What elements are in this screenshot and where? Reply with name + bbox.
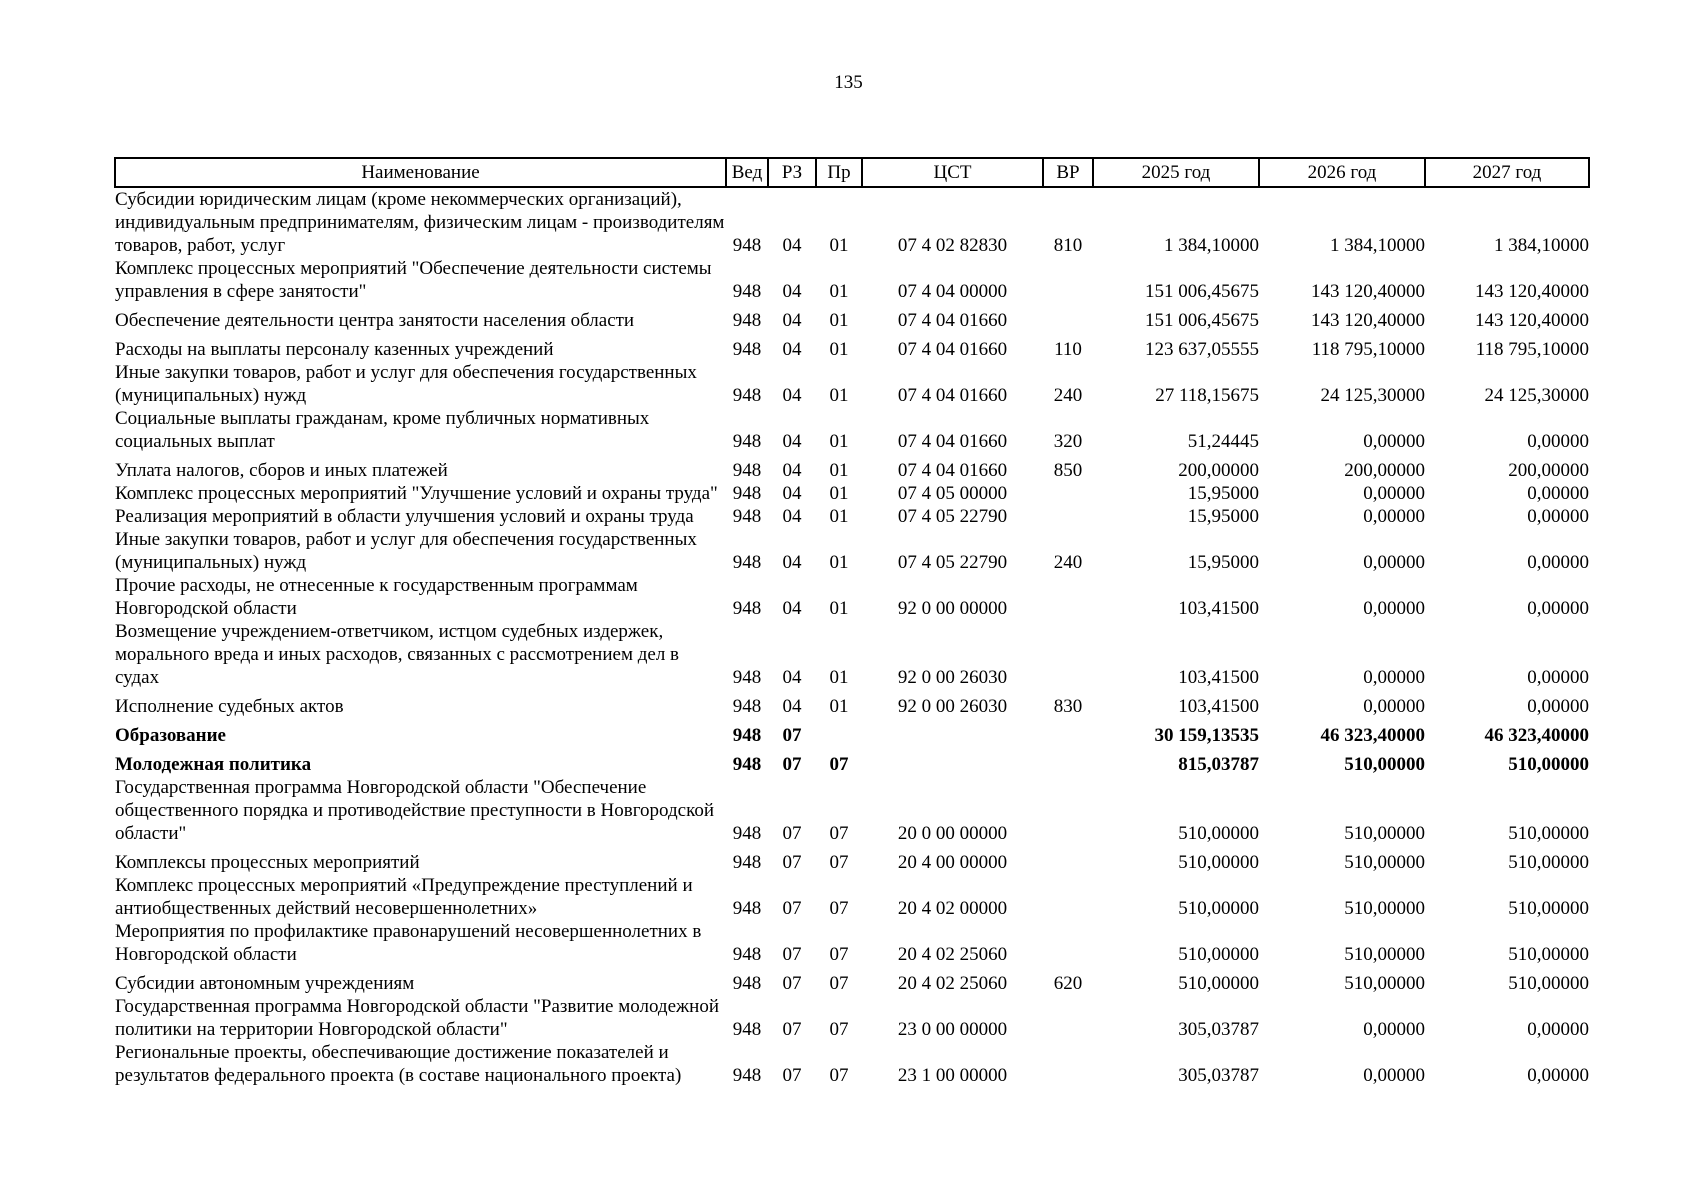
row-vr (1043, 620, 1093, 689)
row-cst: 07 4 02 82830 (897, 235, 1008, 256)
table-row (115, 257, 1589, 303)
row-cst: 07 4 04 01660 (897, 431, 1008, 452)
row-2026: 0,00000 (1363, 483, 1425, 504)
row-name: Обеспечение деятельности центра занятости населения области (115, 310, 635, 331)
row-vr (1043, 874, 1093, 920)
row-2027: 510,00000 (1508, 852, 1589, 873)
row-name: Государственная программа Новгородской области "Обеспечение общественного порядка и противодействие преступности в Новгородской области" (115, 777, 715, 844)
row-2025: 27 118,15675 (1155, 385, 1259, 406)
row-name: Комплекс процессных мероприятий «Предупреждение преступлений и антиобщественных действий несовершеннолетних» (115, 875, 693, 919)
row-ved: 948 (732, 1019, 762, 1040)
row-ved: 948 (732, 1065, 762, 1086)
row-pr: 01 (829, 552, 849, 573)
header-rz: РЗ (768, 158, 816, 187)
row-pr: 01 (829, 460, 849, 481)
row-ved: 948 (732, 823, 762, 844)
row-vr (1043, 505, 1093, 528)
table-row (115, 718, 1589, 747)
row-pr (816, 718, 862, 747)
row-name: Государственная программа Новгородской области "Развитие молодежной политики на территории Новгородской области" (115, 996, 719, 1040)
table-row (115, 874, 1589, 920)
row-2027: 0,00000 (1527, 552, 1589, 573)
row-ved: 948 (732, 598, 762, 619)
row-ved: 948 (732, 552, 762, 573)
row-2027: 0,00000 (1527, 667, 1589, 688)
row-cst: 20 4 02 25060 (897, 944, 1008, 965)
table-body (115, 187, 1589, 1087)
row-2027: 0,00000 (1527, 1019, 1589, 1040)
row-2027: 510,00000 (1508, 898, 1589, 919)
row-2025: 30 159,13535 (1154, 725, 1259, 746)
row-vr (1043, 776, 1093, 845)
header-name: Наименование (115, 158, 726, 187)
row-2025: 15,95000 (1187, 483, 1259, 504)
row-vr (1043, 718, 1093, 747)
row-cst: 92 0 00 00000 (897, 598, 1008, 619)
row-vr (1043, 920, 1093, 966)
row-2027: 0,00000 (1527, 506, 1589, 527)
row-name: Комплекс процессных мероприятий "Улучшение условий и охраны труда" (115, 483, 718, 504)
row-2025: 51,24445 (1187, 431, 1259, 452)
row-ved: 948 (732, 281, 762, 302)
row-2027: 510,00000 (1508, 944, 1589, 965)
table-row (115, 845, 1589, 874)
row-2025: 305,03787 (1178, 1019, 1259, 1040)
row-2027: 46 323,40000 (1484, 725, 1589, 746)
row-2025: 510,00000 (1178, 823, 1259, 844)
row-2026: 510,00000 (1344, 944, 1425, 965)
row-rz: 04 (782, 281, 802, 302)
row-ved: 948 (732, 339, 762, 360)
row-2026: 0,00000 (1363, 696, 1425, 717)
row-2027: 0,00000 (1527, 598, 1589, 619)
row-ved: 948 (732, 431, 762, 452)
row-pr: 07 (829, 852, 849, 873)
row-2026: 143 120,40000 (1311, 310, 1425, 331)
row-2026: 0,00000 (1363, 1065, 1425, 1086)
row-name: Возмещение учреждением-ответчиком, истцом судебных издержек, морального вреда и иных расходов, связанных с рассмотрением дел в судах (115, 621, 680, 688)
row-vr: 110 (1054, 339, 1082, 360)
row-name: Региональные проекты, обеспечивающие достижение показателей и результатов федерального проекта (в составе национального проекта) (115, 1042, 682, 1086)
row-name: Уплата налогов, сборов и иных платежей (115, 460, 448, 481)
row-2025: 15,95000 (1187, 552, 1259, 573)
table-row (115, 453, 1589, 482)
row-cst (862, 747, 1043, 776)
row-vr (1043, 845, 1093, 874)
row-2026: 510,00000 (1344, 973, 1425, 994)
row-name: Мероприятия по профилактике правонарушений несовершеннолетних в Новгородской области (115, 921, 702, 965)
row-2025: 815,03787 (1178, 754, 1259, 775)
row-2025: 510,00000 (1178, 944, 1259, 965)
row-rz: 04 (782, 385, 802, 406)
row-cst (862, 718, 1043, 747)
row-ved: 948 (732, 898, 762, 919)
row-pr: 01 (829, 385, 849, 406)
row-2027: 510,00000 (1508, 823, 1589, 844)
row-cst: 07 4 04 01660 (897, 339, 1008, 360)
row-name: Комплекс процессных мероприятий "Обеспечение деятельности системы управления в сфере занятости" (115, 258, 712, 302)
row-rz: 04 (782, 339, 802, 360)
row-2026: 0,00000 (1363, 598, 1425, 619)
page-number: 135 (834, 72, 863, 93)
row-name: Социальные выплаты гражданам, кроме публичных нормативных социальных выплат (115, 408, 650, 452)
row-2026: 200,00000 (1344, 460, 1425, 481)
table-row (115, 920, 1589, 966)
row-2025: 103,41500 (1178, 667, 1259, 688)
header-pr: Пр (816, 158, 862, 187)
table-row (115, 303, 1589, 332)
row-cst: 07 4 05 22790 (897, 552, 1008, 573)
row-2025: 15,95000 (1187, 506, 1259, 527)
row-name: Иные закупки товаров, работ и услуг для обеспечения государственных (муниципальных) нужд (115, 529, 697, 573)
row-cst: 07 4 05 00000 (897, 483, 1008, 504)
row-cst: 20 4 02 25060 (897, 973, 1008, 994)
row-2026: 0,00000 (1363, 667, 1425, 688)
row-2026: 143 120,40000 (1311, 281, 1425, 302)
row-pr: 01 (829, 696, 849, 717)
row-cst: 20 0 00 00000 (897, 823, 1008, 844)
row-2025: 151 006,45675 (1145, 281, 1259, 302)
row-ved: 948 (732, 944, 762, 965)
row-cst: 92 0 00 26030 (897, 696, 1008, 717)
row-ved: 948 (732, 483, 762, 504)
row-vr (1043, 303, 1093, 332)
row-cst: 20 4 02 00000 (897, 898, 1008, 919)
row-2027: 24 125,30000 (1484, 385, 1589, 406)
row-rz: 07 (782, 852, 802, 873)
row-2025: 510,00000 (1178, 852, 1259, 873)
row-rz: 04 (782, 310, 802, 331)
row-2025: 510,00000 (1178, 898, 1259, 919)
row-pr: 01 (829, 506, 849, 527)
row-vr: 810 (1053, 235, 1083, 256)
header-vr: ВР (1043, 158, 1093, 187)
row-ved: 948 (732, 667, 762, 688)
table-row (115, 407, 1589, 453)
row-2026: 46 323,40000 (1320, 725, 1425, 746)
row-ved: 948 (732, 310, 762, 331)
row-ved: 948 (732, 696, 762, 717)
row-rz: 04 (782, 235, 802, 256)
row-rz: 07 (782, 898, 802, 919)
row-cst: 20 4 00 00000 (897, 852, 1008, 873)
row-pr: 01 (829, 310, 849, 331)
row-rz: 07 (782, 1065, 802, 1086)
row-pr: 01 (829, 598, 849, 619)
header-cst: ЦСТ (862, 158, 1043, 187)
row-pr: 01 (829, 235, 849, 256)
row-ved: 948 (732, 235, 762, 256)
row-ved: 948 (732, 460, 762, 481)
row-pr: 01 (829, 431, 849, 452)
row-2026: 24 125,30000 (1320, 385, 1425, 406)
row-2026: 0,00000 (1363, 431, 1425, 452)
row-cst: 07 4 04 01660 (897, 385, 1008, 406)
table-row (115, 505, 1589, 528)
row-pr: 01 (829, 667, 849, 688)
row-pr: 07 (829, 1019, 849, 1040)
row-2027: 0,00000 (1527, 1065, 1589, 1086)
row-rz: 04 (782, 431, 802, 452)
row-2027: 510,00000 (1508, 754, 1589, 775)
row-vr: 830 (1053, 696, 1083, 717)
row-2025: 151 006,45675 (1145, 310, 1259, 331)
table-row (115, 1041, 1589, 1087)
row-pr: 07 (829, 898, 849, 919)
row-name: Комплексы процессных мероприятий (115, 852, 420, 873)
row-rz: 04 (782, 667, 802, 688)
table-row (115, 332, 1589, 361)
row-2025: 510,00000 (1178, 973, 1259, 994)
table-row (115, 995, 1589, 1041)
row-2025: 200,00000 (1178, 460, 1259, 481)
row-2026: 510,00000 (1344, 754, 1425, 775)
row-pr: 01 (829, 281, 849, 302)
row-pr: 07 (829, 944, 849, 965)
row-rz: 07 (782, 823, 802, 844)
row-rz: 07 (782, 1019, 802, 1040)
row-pr: 07 (829, 754, 849, 775)
row-cst: 07 4 04 01660 (897, 310, 1008, 331)
row-2027: 1 384,10000 (1494, 235, 1589, 256)
row-name: Прочие расходы, не отнесенные к государственным программам Новгородской области (115, 575, 638, 619)
row-cst: 92 0 00 26030 (897, 667, 1008, 688)
table-row (115, 187, 1589, 257)
row-rz: 04 (782, 598, 802, 619)
row-ved: 948 (732, 754, 762, 775)
row-cst: 07 4 04 00000 (897, 281, 1008, 302)
row-rz: 04 (782, 696, 802, 717)
table-row (115, 482, 1589, 505)
row-2027: 510,00000 (1508, 973, 1589, 994)
row-vr: 850 (1053, 460, 1083, 481)
table-row (115, 574, 1589, 620)
row-cst: 07 4 04 01660 (897, 460, 1008, 481)
row-vr: 240 (1053, 385, 1083, 406)
row-vr (1043, 1041, 1093, 1087)
row-2025: 123 637,05555 (1145, 339, 1259, 360)
row-name: Реализация мероприятий в области улучшения условий и охраны труда (115, 506, 694, 527)
table-row (115, 689, 1589, 718)
row-2027: 0,00000 (1527, 431, 1589, 452)
row-2027: 143 120,40000 (1475, 310, 1589, 331)
row-rz: 07 (782, 754, 802, 775)
table-row (115, 528, 1589, 574)
row-pr: 01 (829, 339, 849, 360)
row-ved: 948 (732, 385, 762, 406)
row-2025: 103,41500 (1178, 696, 1259, 717)
row-pr: 07 (829, 1065, 849, 1086)
table-row (115, 361, 1589, 407)
row-pr: 07 (829, 823, 849, 844)
table-row (115, 776, 1589, 845)
row-name: Образование (115, 725, 226, 746)
row-name: Исполнение судебных актов (115, 696, 344, 717)
row-pr: 07 (829, 973, 849, 994)
row-vr (1043, 995, 1093, 1041)
row-rz: 04 (782, 552, 802, 573)
row-cst: 23 0 00 00000 (897, 1019, 1008, 1040)
row-name: Расходы на выплаты персоналу казенных учреждений (115, 339, 554, 360)
row-vr (1043, 747, 1093, 776)
row-cst: 23 1 00 00000 (897, 1065, 1008, 1086)
row-ved: 948 (732, 973, 762, 994)
row-rz: 07 (782, 944, 802, 965)
row-cst: 07 4 05 22790 (897, 506, 1008, 527)
row-pr: 01 (829, 483, 849, 504)
row-ved: 948 (732, 506, 762, 527)
row-ved: 948 (732, 852, 762, 873)
row-rz: 04 (782, 506, 802, 527)
row-2026: 0,00000 (1363, 506, 1425, 527)
header-2025: 2025 год (1093, 158, 1259, 187)
row-vr (1043, 574, 1093, 620)
row-rz: 04 (782, 483, 802, 504)
row-2027: 118 795,10000 (1475, 339, 1589, 360)
header-2027: 2027 год (1425, 158, 1589, 187)
row-rz: 07 (782, 725, 802, 746)
header-2026: 2026 год (1259, 158, 1425, 187)
header-row (115, 158, 1589, 187)
row-2025: 103,41500 (1178, 598, 1259, 619)
row-name: Иные закупки товаров, работ и услуг для обеспечения государственных (муниципальных) нужд (115, 362, 697, 406)
row-rz: 04 (782, 460, 802, 481)
row-2025: 305,03787 (1178, 1065, 1259, 1086)
row-name: Субсидии юридическим лицам (кроме некоммерческих организаций), индивидуальным предпринимателям, физическим лицам - производителям товаров, работ, услуг (115, 189, 725, 256)
row-2025: 1 384,10000 (1164, 235, 1259, 256)
row-2027: 0,00000 (1527, 483, 1589, 504)
header-ved: Вед (726, 158, 768, 187)
row-vr (1043, 257, 1093, 303)
budget-table (114, 157, 1590, 1087)
row-2026: 510,00000 (1344, 852, 1425, 873)
table-row (115, 966, 1589, 995)
row-2026: 1 384,10000 (1330, 235, 1425, 256)
row-2026: 0,00000 (1363, 552, 1425, 573)
row-2027: 0,00000 (1527, 696, 1589, 717)
row-2026: 118 795,10000 (1311, 339, 1425, 360)
row-vr: 320 (1053, 431, 1083, 452)
row-name: Субсидии автономным учреждениям (115, 973, 415, 994)
row-vr (1043, 482, 1093, 505)
row-2026: 510,00000 (1344, 898, 1425, 919)
table-row (115, 620, 1589, 689)
row-ved: 948 (732, 725, 762, 746)
row-2026: 0,00000 (1363, 1019, 1425, 1040)
row-2027: 143 120,40000 (1475, 281, 1589, 302)
row-2026: 510,00000 (1344, 823, 1425, 844)
row-rz: 07 (782, 973, 802, 994)
table-row (115, 747, 1589, 776)
row-vr: 620 (1053, 973, 1083, 994)
row-vr: 240 (1053, 552, 1083, 573)
row-name: Молодежная политика (115, 754, 312, 775)
row-2027: 200,00000 (1508, 460, 1589, 481)
